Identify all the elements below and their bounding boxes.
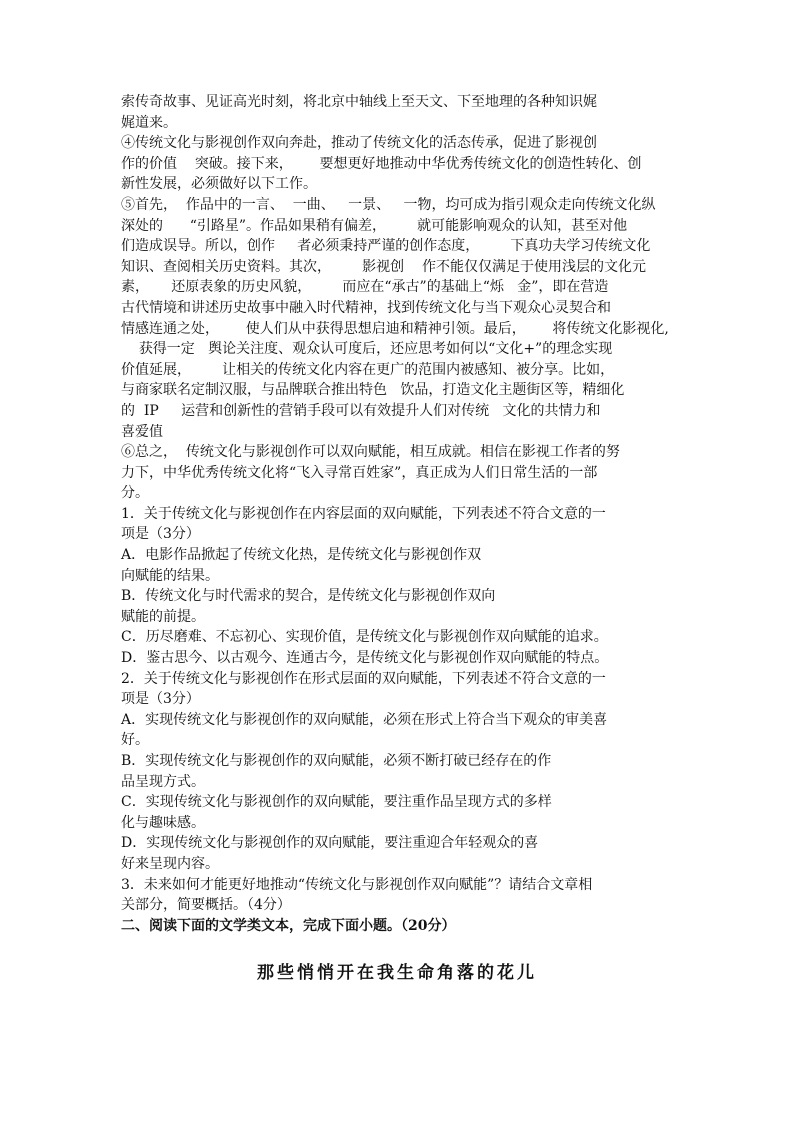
text-line: 娓道来。 bbox=[121, 114, 177, 131]
text-line: 化与趣味感。 bbox=[121, 814, 205, 831]
q2-option-b: B．实现传统文化与影视创作的双向赋能，必须不断打破已经存在的作 bbox=[121, 753, 552, 769]
text-line: 好。 bbox=[121, 732, 149, 749]
text-line: 好来呈现内容。 bbox=[121, 855, 219, 872]
text-line: 力下，中华优秀传统文化将“飞入寻常百姓家”，真正成为人们日常生活的一部 bbox=[121, 464, 598, 481]
text-line: 项是（3分） bbox=[121, 691, 200, 708]
text-line: 作的价值 突破。接下来， 要想更好地推动中华优秀传统文化的创造性转化、创 bbox=[121, 155, 642, 172]
question-2: 2．关于传统文化与影视创作在形式层面的双向赋能，下列表述不符合文意的一 bbox=[121, 670, 606, 687]
text-line: 们造成误导。所以，创作 者必须秉持严谨的创作态度， 下真功夫学习传统文化 bbox=[121, 238, 651, 255]
q1-option-a: A．电影作品掀起了传统文化热，是传统文化与影视创作双 bbox=[121, 547, 482, 564]
text-line: 素， 还原表象的历史风貌， 而应在“承古”的基础上“烁 金”，即在营造 bbox=[121, 279, 609, 296]
text-line: 深处的 “引路星”。作品如果稍有偏差， 就可能影响观众的认知，甚至对他 bbox=[121, 217, 628, 234]
paragraph-4-start: ④传统文化与影视创作双向奔赴，推动了传统文化的活态传承，促进了影视创 bbox=[121, 135, 597, 152]
question-1: 1．关于传统文化与影视创作在内容层面的双向赋能，下列表述不符合文意的一 bbox=[121, 505, 606, 522]
q2-option-c: C．实现传统文化与影视创作的双向赋能，要注重作品呈现方式的多样 bbox=[121, 794, 552, 811]
section-2-heading: 二、阅读下面的文学类文本，完成下面小题。（20分） bbox=[121, 917, 456, 934]
text-line: 的 IP 运营和创新性的营销手段可以有效提升人们对传统 文化的共情力和 bbox=[121, 402, 601, 419]
story-title: 那些悄悄开在我生命角落的花儿 bbox=[257, 963, 537, 983]
text-line: 古代情境和讲述历史故事中融入时代精神，找到传统文化与当下观众心灵契合和 bbox=[121, 299, 611, 316]
text-line: 索传奇故事、见证高光时刻，将北京中轴线上至天文、下至地理的各种知识娓 bbox=[121, 94, 597, 110]
question-3: 3．未来如何才能更好地推动“传统文化与影视创作双向赋能”？请结合文章相 bbox=[121, 876, 593, 893]
text-line: 喜爱值 bbox=[121, 423, 163, 440]
paragraph-5-start: ⑤首先， 作品中的一言、 一曲、 一景、 一物，均可成为指引观众走向传统文化纵 bbox=[121, 196, 656, 213]
text-line: 项是（3分） bbox=[121, 526, 200, 543]
text-line: 向赋能的结果。 bbox=[121, 567, 219, 584]
q2-option-d: D．实现传统文化与影视创作的双向赋能，要注重迎合年轻观众的喜 bbox=[121, 835, 539, 852]
text-line: 情感连通之处， 使人们从中获得思想启迪和精神引领。最后， 将传统文化影视化, bbox=[121, 320, 669, 337]
text-line: 知识、查阅相关历史资料。其次， 影视创 作不能仅仅满足于使用浅层的文化元 bbox=[121, 258, 646, 275]
q1-option-b: B．传统文化与时代需求的契合，是传统文化与影视创作双向 bbox=[121, 588, 496, 605]
q1-option-d: D．鉴古思今、以古观今、连通古今，是传统文化与影视创作双向赋能的特点。 bbox=[121, 650, 609, 667]
q1-option-c: C．历尽磨难、不忘初心、实现价值，是传统文化与影视创作双向赋能的追求。 bbox=[121, 629, 608, 646]
text-line: 分。 bbox=[121, 485, 149, 502]
text-line: 品呈现方式。 bbox=[121, 773, 205, 790]
text-line: 赋能的前提。 bbox=[121, 608, 205, 625]
text-line: 价值延展， 让相关的传统文化内容在更广的范围内被感知、被分享。比如， bbox=[121, 361, 615, 378]
text-line: 获得一定 舆论关注度、观众认可度后，还应思考如何以“文化+”的理念实现 bbox=[121, 341, 613, 358]
article-text bbox=[121, 92, 673, 936]
paragraph-6-start: ⑥总之， 传统文化与影视创作可以双向赋能，相互成就。相信在影视工作者的努 bbox=[121, 444, 620, 461]
text-line: 与商家联名定制汉服，与品牌联合推出特色 饮品，打造文化主题街区等，精细化 bbox=[121, 382, 625, 399]
text-line: 新性发展，必须做好以下工作。 bbox=[121, 176, 317, 193]
text-line: 关部分，简要概括。（4分） bbox=[121, 897, 291, 914]
q2-option-a: A．实现传统文化与影视创作的双向赋能，必须在形式上符合当下观众的审美喜 bbox=[121, 711, 608, 728]
